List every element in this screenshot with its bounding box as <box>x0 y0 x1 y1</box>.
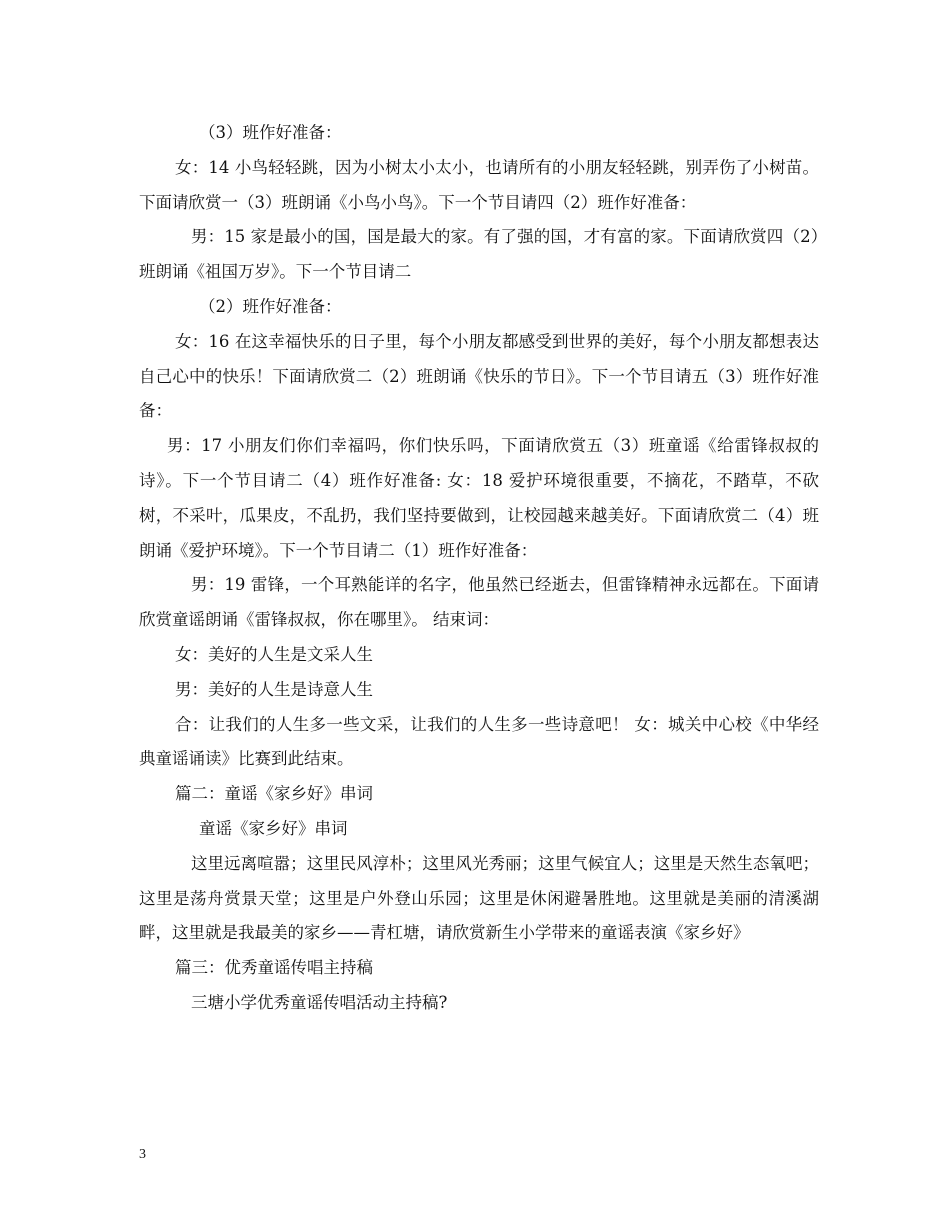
paragraph-together-closing: 合：让我们的人生多一些文采，让我们的人生多一些诗意吧！ 女：城关中心校《中华经典童谣诵读》比赛到此结束。 <box>139 714 819 769</box>
subheading-hometown-good: 童谣《家乡好》串词 <box>199 818 348 838</box>
section-heading-part-two: 篇二：童谣《家乡好》串词 <box>175 784 373 804</box>
paragraph-girl-16: 女：16 在这幸福快乐的日子里，每个小朋友都感受到世界的美好，每个小朋友都想表达自己心中的快乐！下面请欣赏二（2）班朗诵《快乐的节日》。下一个节目请五（3）班作好准备： <box>139 331 819 421</box>
document-body <box>139 116 819 1021</box>
paragraph-class-prepare-2: （2）班作好准备： <box>199 296 342 316</box>
page-number: 3 <box>139 1147 146 1162</box>
paragraph-boy-17: 男：17 小朋友们你们幸福吗，你们快乐吗，下面请欣赏五（3）班童谣《给雷锋叔叔的诗》。下一个节目请二（4）班作好准备: 女：18 爱护环境很重要，不摘花，不踏草，不砍树，不采叶，瓜果皮，不乱扔，我们坚持要做到，让校园越来越美好。下面请欣赏二（4）班朗诵《爱护环境》。下一个节目请二（1）班作好准备： <box>139 436 819 560</box>
paragraph-class-prepare: （3）班作好准备： <box>199 123 342 142</box>
paragraph-boy-19: 男：19 雷锋，一个耳熟能详的名字，他虽然已经逝去，但雷锋精神永远都在。下面请欣赏童谣朗诵《雷锋叔叔，你在哪里》。 结束词： <box>139 575 819 630</box>
paragraph-hometown-intro: 这里远离喧嚣；这里民风淳朴；这里风光秀丽；这里气候宜人；这里是天然生态氧吧；这里是荡舟赏景天堂；这里是户外登山乐园；这里是休闲避暑胜地。这里就是美丽的清溪湖畔，这里就是我最美的家乡——青杠塘，请欣赏新生小学带来的童谣表演《家乡好》 <box>139 853 819 943</box>
paragraph-girl-14: 女：14 小鸟轻轻跳，因为小树太小太小，也请所有的小朋友轻轻跳，别弄伤了小树苗。下面请欣赏一（3）班朗诵《小鸟小鸟》。下一个节目请四（2）班作好准备： <box>139 157 819 212</box>
paragraph-boy-15: 男：15 家是最小的国，国是最大的家。有了强的国，才有富的家。下面请欣赏四（2）班朗诵《祖国万岁》。下一个节目请二 <box>139 227 819 282</box>
paragraph-santang-title: 三塘小学优秀童谣传唱活动主持稿? <box>191 992 448 1012</box>
paragraph-boy-closing: 男：美好的人生是诗意人生 <box>175 679 373 699</box>
paragraph-girl-closing: 女：美好的人生是文采人生 <box>175 644 373 664</box>
section-heading-part-three: 篇三：优秀童谣传唱主持稿 <box>175 958 373 978</box>
